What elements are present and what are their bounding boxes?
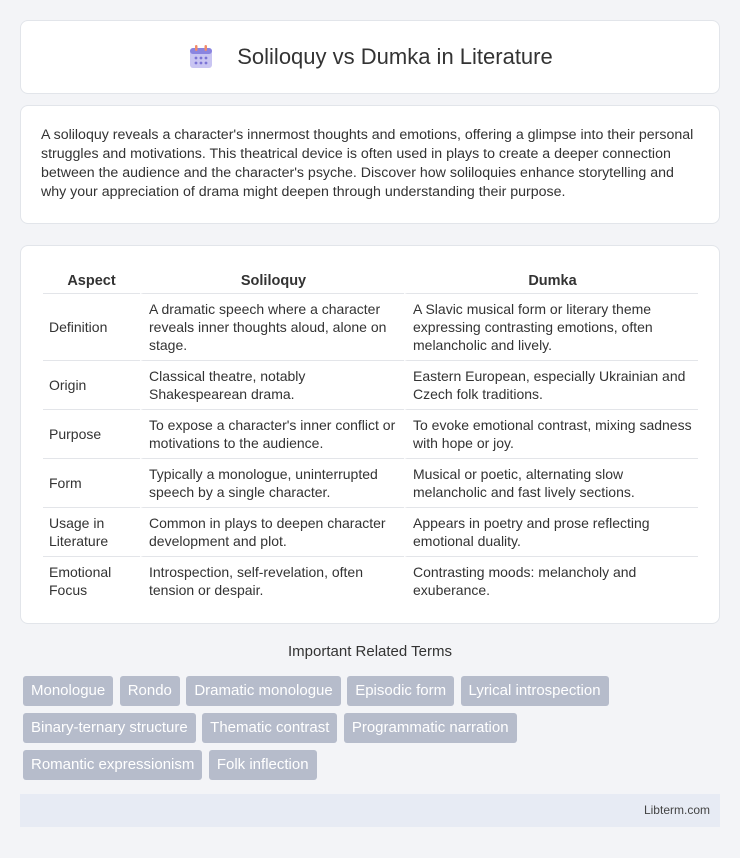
- page-title: Soliloquy vs Dumka in Literature: [237, 44, 553, 69]
- table-cell-dumka: Musical or poetic, alternating slow melancholic and fast lively sections.: [404, 458, 698, 507]
- header-soliloquy: Soliloquy: [140, 264, 404, 293]
- table-cell-soliloquy: Common in plays to deepen character development and plot.: [140, 507, 404, 556]
- table-cell-aspect: Origin: [43, 360, 140, 409]
- related-term-tag[interactable]: Lyrical introspection: [461, 676, 609, 706]
- table-cell-soliloquy: A dramatic speech where a character reveals inner thoughts aloud, alone on stage.: [140, 293, 404, 360]
- related-term-tag[interactable]: Rondo: [120, 676, 180, 706]
- related-term-tag[interactable]: Folk inflection: [209, 750, 317, 780]
- footer-site-link[interactable]: Libterm.com: [643, 803, 710, 817]
- related-terms-tags: [23, 676, 723, 787]
- footer: [20, 794, 720, 827]
- table-cell-soliloquy: Typically a monologue, uninterrupted speech by a single character.: [140, 458, 404, 507]
- intro-card: [20, 105, 720, 224]
- related-terms-title: Important Related Terms: [288, 643, 452, 660]
- table-cell-aspect: Form: [43, 458, 140, 507]
- related-term-tag[interactable]: Binary-ternary structure: [23, 713, 196, 743]
- related-term-tag[interactable]: Episodic form: [347, 676, 454, 706]
- table-row: [43, 507, 698, 556]
- table-cell-aspect: Purpose: [43, 409, 140, 458]
- table-cell-dumka: A Slavic musical form or literary theme expressing contrasting emotions, often melancholic and lively.: [404, 293, 698, 360]
- table-cell-dumka: Eastern European, especially Ukrainian and Czech folk traditions.: [404, 360, 698, 409]
- related-term-tag[interactable]: Thematic contrast: [202, 713, 337, 743]
- table-cell-dumka: Appears in poetry and prose reflecting emotional duality.: [404, 507, 698, 556]
- table-row: [43, 360, 698, 409]
- related-term-tag[interactable]: Romantic expressionism: [23, 750, 202, 780]
- related-term-tag[interactable]: Monologue: [23, 676, 113, 706]
- table-cell-soliloquy: To expose a character's inner conflict or motivations to the audience.: [140, 409, 404, 458]
- table-cell-soliloquy: Classical theatre, notably Shakespearean drama.: [140, 360, 404, 409]
- related-term-tag[interactable]: Programmatic narration: [344, 713, 517, 743]
- calendar-icon: [187, 43, 215, 71]
- header-dumka: Dumka: [404, 264, 698, 293]
- table-cell-aspect: Emotional Focus: [43, 556, 140, 605]
- table-header-row: [43, 264, 698, 293]
- header-aspect: Aspect: [67, 272, 116, 289]
- intro-paragraph: A soliloquy reveals a character's innermost thoughts and emotions, offering a glimpse into their personal struggles and motivations. This theatrical device is often used in plays to create a deeper connection between the audience and the character's psyche. Discover how soliloquies enhance storytelling and why your appreciation of drama might deepen through understanding their purpose.: [41, 127, 694, 200]
- table-cell-dumka: Contrasting moods: melancholy and exuberance.: [404, 556, 698, 605]
- table-cell-soliloquy: Introspection, self-revelation, often tension or despair.: [140, 556, 404, 605]
- table-row: [43, 293, 698, 360]
- table-row: [43, 556, 698, 605]
- comparison-table: [43, 264, 698, 605]
- table-cell-aspect: Definition: [43, 293, 140, 360]
- related-term-tag[interactable]: Dramatic monologue: [186, 676, 340, 706]
- table-cell-aspect: Usage in Literature: [43, 507, 140, 556]
- table-row: [43, 458, 698, 507]
- title-card: [20, 20, 720, 94]
- comparison-card: [20, 245, 720, 624]
- table-cell-dumka: To evoke emotional contrast, mixing sadness with hope or joy.: [404, 409, 698, 458]
- table-row: [43, 409, 698, 458]
